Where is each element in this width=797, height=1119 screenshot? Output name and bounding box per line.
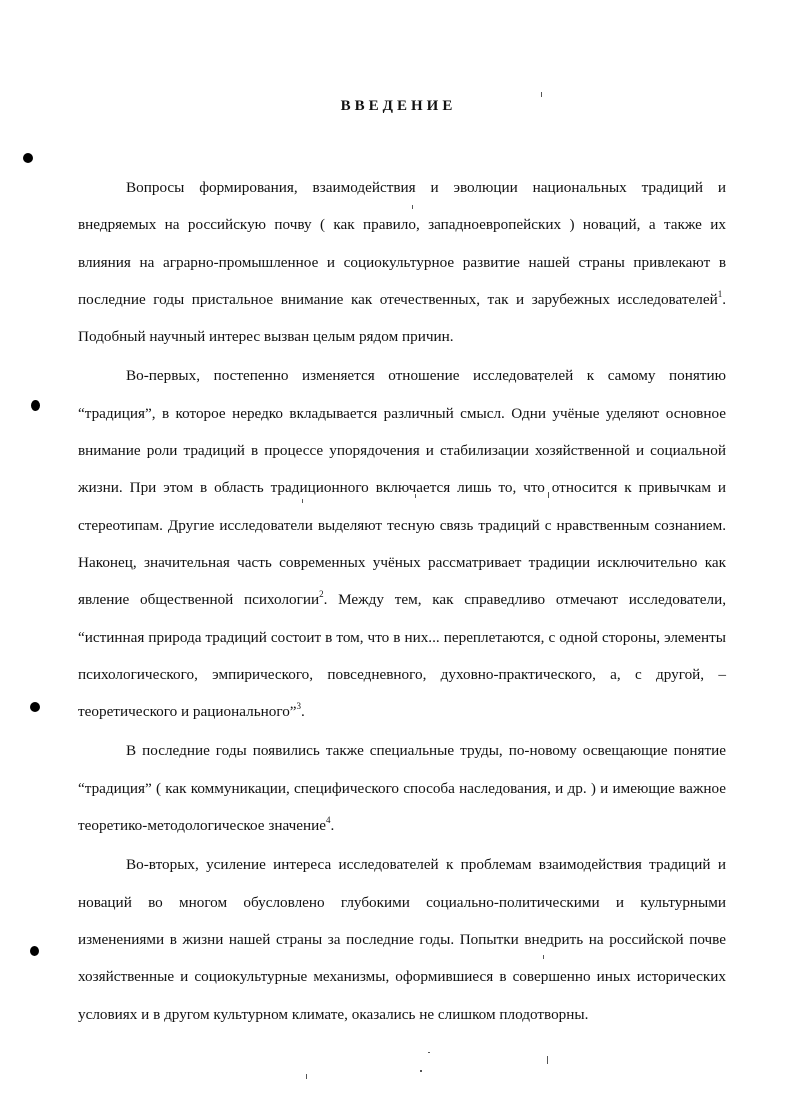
paragraph-tail: . [301,703,305,721]
footnote-ref: 2 [319,589,324,600]
paragraph [78,357,726,730]
body-text [78,169,726,1033]
paragraph-text: Вопросы формирования, взаимодействия и эволюции национальных традиций и внедряемых на российскую почву ( как правило, западноевропейских ) новаций, а также их влияния на аграрно-промышленное и социокультурное развитие нашей страны привлекают в последние годы пристальное внимание как отечественных, так и зарубежных исследователей [78,179,726,308]
footnote-ref: 1 [717,288,723,299]
paragraph-tail: . Подобный научный интерес вызван целым рядом причин. [78,290,726,346]
paragraph-tail: . [330,817,335,835]
footnote-ref: 3 [296,701,302,712]
scan-speck [420,1070,422,1072]
page-title: ВВЕДЕНИЕ [340,98,457,114]
punch-hole-mark [31,400,40,411]
scan-speck [541,92,542,97]
punch-hole-mark [30,702,40,712]
scan-speck [428,1052,430,1053]
paragraph-text: В последние годы появились также специальные труды, по-новому освещающие понятие “традиция” ( как коммуникации, специфического способа наследования, и др. ) и имеющие важное теоретико-методологическое значение [78,742,726,835]
paragraph-tail: . Между тем, как справедливо отмечают исследователи, “истинная природа традиций состоит в том, что в них... переплетаются, с одной стороны, элементы психологического, эмпирического, повседневного, духовно-практического, а, с другой, – теоретического и рационального” [78,591,727,721]
paragraph [78,169,726,355]
punch-hole-mark [23,153,33,163]
paragraph-text: Во-вторых, усиление интереса исследователей к проблемам взаимодействия традиций и новаций во многом обусловлено глубокими социально-политическими и культурными изменениями в жизни нашей страны за последние годы. Попытки внедрить на российской почве хозяйственные и социокультурные механизмы, оформившиеся в совершенно иных исторических условиях и в другом культурном климате, оказались не слишком плодотворны. [78,856,726,1023]
punch-hole-mark [30,946,39,956]
footnote-ref: 4 [325,815,331,826]
scan-speck [306,1074,307,1079]
paragraph [78,846,726,1032]
paragraph-text: Во-первых, постепенно изменяется отношение исследователей к самому понятию “традиция”, в которое нередко вкладывается различный смысл. Одни учёные уделяют основное внимание роли традиций в процессе упорядочения и стабилизации хозяйственной и социальной жизни. При этом в область традиционного включается лишь то, что относится к привычкам и стереотипам. Другие исследователи выделяют тесную связь традиций с нравственным сознанием. Наконец, значительная часть современных учёных рассматривает традиции исключительно как явление общественной психологии [78,367,726,609]
scan-speck [547,1056,548,1064]
paragraph [78,732,726,844]
